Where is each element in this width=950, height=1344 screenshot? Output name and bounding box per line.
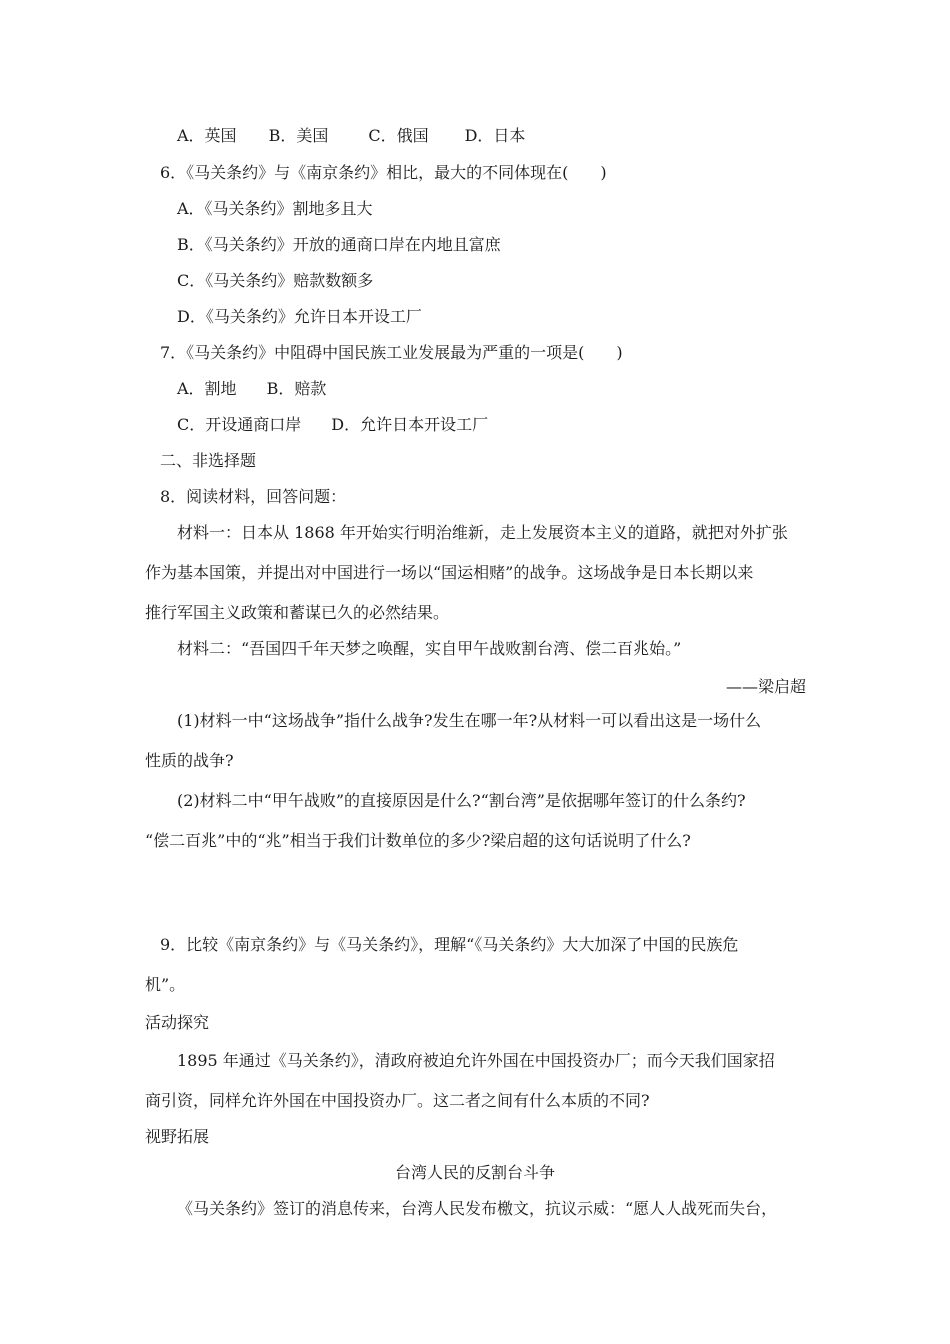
q5-option-c: C．俄国 — [368, 126, 429, 145]
q7-options-row2 — [177, 415, 488, 435]
q7-stem: 7．《马关条约》中阻碍中国民族工业发展最为严重的一项是( ) — [160, 343, 623, 362]
q8-attribution: ——梁启超 — [725, 677, 806, 696]
q8-material2: 材料二：“吾国四千年天梦之唤醒，实自甲午战败割台湾、偿二百兆始。” — [177, 639, 682, 658]
activity-line2: 商引资，同样允许外国在中国投资办厂。这二者之间有什么本质的不同? — [145, 1091, 650, 1110]
extension-line1: 《马关条约》签订的消息传来，台湾人民发布檄文，抗议示威：“愿人人战死而失台， — [177, 1199, 778, 1218]
q5-options — [177, 126, 525, 146]
q9-line1: 9．比较《南京条约》与《马关条约》，理解“《马关条约》大大加深了中国的民族危 — [160, 935, 739, 954]
q5-option-d: D．日本 — [464, 126, 526, 145]
q8-material1-line2: 作为基本国策，并提出对中国进行一场以“国运相赌”的战争。这场战争是日本长期以来 — [145, 563, 754, 582]
q8-sub2-line1: (2)材料二中“甲午战败”的直接原因是什么?“割台湾”是依据哪年签订的什么条约? — [177, 791, 746, 810]
q6-option-c: C．《马关条约》赔款数额多 — [177, 271, 374, 290]
q8-sub1-line2: 性质的战争? — [145, 751, 234, 770]
q7-option-b: B．赔款 — [266, 379, 327, 398]
q8-material1-line3: 推行军国主义政策和蓄谋已久的必然结果。 — [145, 603, 450, 622]
q8-sub2-line2: “偿二百兆”中的“兆”相当于我们计数单位的多少?梁启超的这句话说明了什么? — [145, 831, 691, 850]
q8-material1-line1: 材料一：日本从 1868 年开始实行明治维新，走上发展资本主义的道路，就把对外扩张 — [177, 523, 788, 542]
q7-option-d: D．允许日本开设工厂 — [331, 415, 489, 434]
extension-heading: 视野拓展 — [145, 1127, 210, 1146]
q6-stem: 6．《马关条约》与《南京条约》相比，最大的不同体现在( ) — [160, 163, 607, 182]
extension-title: 台湾人民的反割台斗争 — [394, 1163, 555, 1182]
q7-option-a: A．割地 — [177, 379, 237, 398]
q8-stem: 8．阅读材料，回答问题： — [160, 487, 347, 506]
q6-option-d: D．《马关条约》允许日本开设工厂 — [177, 307, 422, 326]
q8-sub1-line1: (1)材料一中“这场战争”指什么战争?发生在哪一年?从材料一可以看出这是一场什么 — [177, 711, 762, 730]
q6-option-b: B．《马关条约》开放的通商口岸在内地且富庶 — [177, 235, 501, 254]
q5-option-b: B．美国 — [268, 126, 329, 145]
q5-option-a: A．英国 — [177, 126, 237, 145]
q9-line2: 机”。 — [145, 975, 186, 994]
activity-heading: 活动探究 — [145, 1013, 210, 1032]
q7-option-c: C．开设通商口岸 — [177, 415, 302, 434]
section2-title: 二、非选择题 — [160, 451, 257, 470]
q6-option-a: A．《马关条约》割地多且大 — [177, 199, 373, 218]
activity-line1: 1895 年通过《马关条约》，清政府被迫允许外国在中国投资办厂；而今天我们国家招 — [177, 1051, 775, 1070]
q7-options-row1 — [177, 379, 326, 399]
